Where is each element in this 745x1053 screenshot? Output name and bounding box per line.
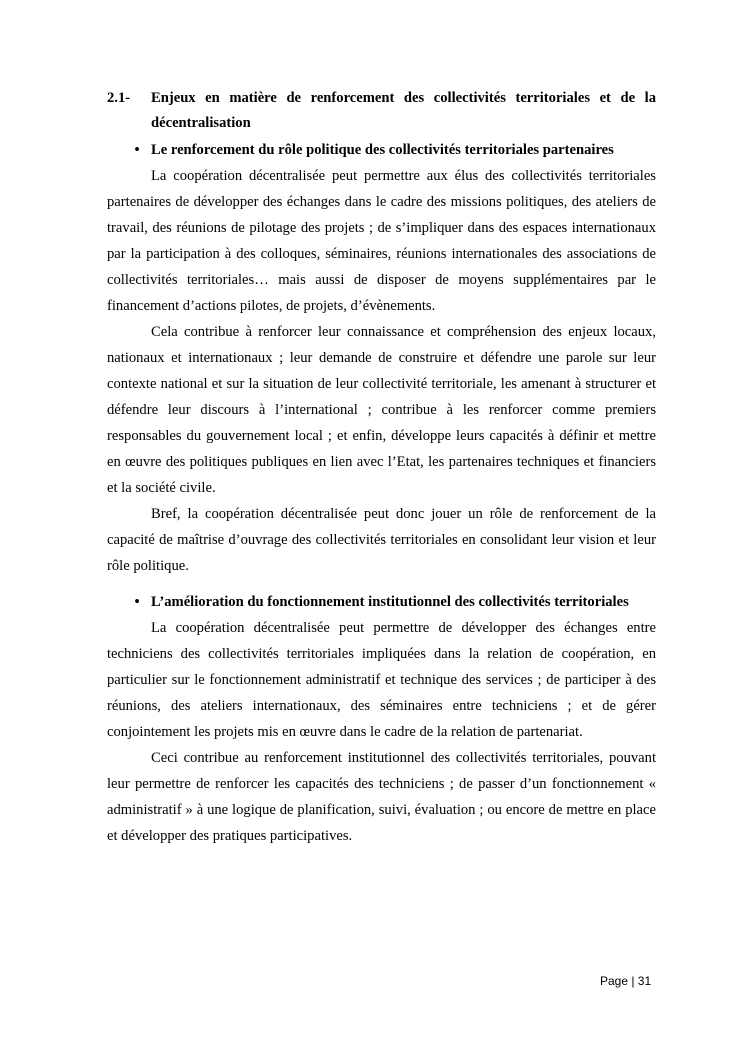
section-number: 2.1- (107, 90, 131, 106)
bullet-icon: • (134, 142, 140, 158)
document-page (107, 86, 656, 849)
section-heading (107, 86, 656, 136)
paragraph: La coopération décentralisée peut permettre aux élus des collectivités territoriales partenaires de développer des échanges dans le cadre des missions politiques, des ateliers de travail, des réunions de pilotage des projets ; de s’impliquer dans des espaces internationaux par la participation à des colloques, séminaires, réunions internationales des associations de collectivités territoriales… mais aussi de disposer de moyens supplémentaires par le financement d’actions pilotes, de projets, d’évènements. (107, 168, 656, 314)
paragraph: La coopération décentralisée peut permettre de développer des échanges entre techniciens des collectivités territoriales impliquées dans la relation de coopération, en particulier sur le fonctionnement administratif et technique des services ; de participer à des réunions, des ateliers internationaux, des séminaires entre techniciens ; et de gérer conjointement les projets mis en œuvre dans le cadre de la relation de partenariat. (107, 620, 656, 740)
bullet-heading-political-role (107, 138, 656, 163)
bullet-heading-text: Le renforcement du rôle politique des collectivités territoriales partenaires (151, 142, 614, 158)
section-title: Enjeux en matière de renforcement des collectivités territoriales et de la décentralisation (151, 90, 656, 131)
paragraph: Bref, la coopération décentralisée peut donc jouer un rôle de renforcement de la capacité de maîtrise d’ouvrage des collectivités territoriales en consolidant leur vision et leur rôle politique. (107, 506, 656, 574)
paragraph: Cela contribue à renforcer leur connaissance et compréhension des enjeux locaux, nationaux et internationaux ; leur demande de construire et défendre une parole sur leur contexte national et sur la situation de leur collectivité territoriale, les amenant à structurer et défendre leur discours à l’international ; contribue à les renforcer comme premiers responsables du gouvernement local ; et enfin, développe leurs capacités à définir et mettre en œuvre des politiques publiques en lien avec l’Etat, les partenaires techniques et financiers et la société civile. (107, 324, 656, 496)
page-number: Page | 31 (600, 974, 652, 988)
paragraph: Ceci contribue au renforcement institutionnel des collectivités territoriales, pouvant leur permettre de renforcer les capacités des techniciens ; de passer d’un fonctionnement « administratif » à une logique de planification, suivi, évaluation ; ou encore de mettre en place et développer des pratiques participatives. (107, 750, 656, 844)
bullet-heading-text: L’amélioration du fonctionnement institutionnel des collectivités territoriales (151, 594, 629, 610)
bullet-icon: • (134, 594, 140, 610)
bullet-heading-institutional (107, 590, 656, 615)
